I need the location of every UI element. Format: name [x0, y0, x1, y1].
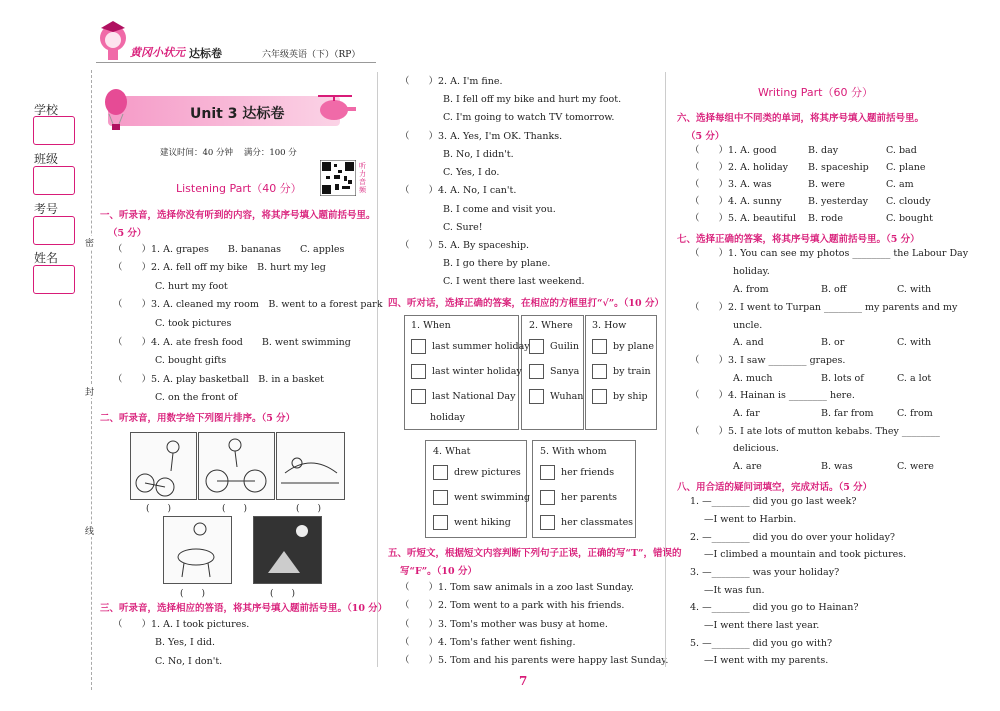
- choice-option[interactable]: [540, 490, 617, 505]
- option-label-cont: holiday: [430, 412, 466, 423]
- picture-paren: ( ): [146, 504, 172, 514]
- checkbox[interactable]: [433, 465, 448, 480]
- question-line: B. I go there by plane.: [443, 258, 551, 269]
- writing-heading: Writing Part（60 分）: [758, 86, 873, 99]
- section-2-title: 二、听录音，用数字给下列图片排序。（5 分）: [100, 413, 296, 424]
- question-line: （ ）1. A. grapes B. bananas C. apples: [113, 244, 345, 255]
- question-line: C. took pictures: [155, 318, 232, 329]
- option-label: her parents: [561, 492, 618, 503]
- option-label: Wuhan: [550, 391, 584, 402]
- option-a: A. far: [733, 408, 760, 419]
- question-line: （ ）2. I went to Turpan ________ my parents and my: [690, 302, 958, 313]
- page-title: Unit 3 达标卷: [190, 106, 285, 122]
- listening-heading: Listening Part（40 分）: [176, 182, 302, 195]
- column-divider: [377, 72, 378, 667]
- time-score: 建议时间：40 分钟 满分：100 分: [160, 148, 297, 158]
- column-divider: [665, 72, 666, 667]
- question-line: （ ）2. A. holiday: [690, 162, 789, 173]
- option-b: B. rode: [808, 213, 843, 224]
- picture-boy-at-beach: [276, 432, 345, 500]
- option-b: B. far from: [821, 408, 874, 419]
- section-7-title: 七、选择正确的答案，将其序号填入题前括号里。（5 分）: [677, 234, 920, 245]
- question-line: （ ）4. A. sunny: [690, 196, 782, 207]
- seal-char: 线: [85, 524, 94, 537]
- dialogue-line: —I went with my parents.: [704, 655, 829, 666]
- question-line: （ ）5. A. beautiful: [690, 213, 796, 224]
- question-line: holiday.: [733, 266, 770, 277]
- section-5-title-cont: 写“F”。（10 分）: [400, 566, 477, 577]
- question-line: C. I went there last weekend.: [443, 276, 585, 287]
- group-heading: 4. What: [433, 446, 471, 457]
- option-b: B. spaceship: [808, 162, 869, 173]
- header-rule: [96, 62, 376, 63]
- question-line: （ ）5. I ate lots of mutton kebabs. They ________: [690, 426, 940, 437]
- choice-option[interactable]: [411, 364, 522, 379]
- option-a: A. from: [733, 284, 769, 295]
- option-b: B. or: [821, 337, 845, 348]
- section-6-title: 六、选择每组中不同类的单词，将其序号填入题前括号里。: [677, 113, 925, 124]
- checkbox[interactable]: [433, 515, 448, 530]
- option-c: C. cloudy: [886, 196, 931, 207]
- name-label: 姓名: [34, 251, 59, 265]
- option-b: B. were: [808, 179, 845, 190]
- series-name: 达标卷: [189, 47, 222, 60]
- option-label: went hiking: [454, 517, 511, 528]
- checkbox[interactable]: [411, 364, 426, 379]
- choice-option[interactable]: [433, 515, 511, 530]
- option-c: C. were: [897, 461, 934, 472]
- option-a: A. are: [733, 461, 762, 472]
- option-label: by ship: [613, 391, 648, 402]
- option-label: her friends: [561, 467, 615, 478]
- question-line: C. I'm going to watch TV tomorrow.: [443, 112, 615, 123]
- option-label: by train: [613, 366, 651, 377]
- question-line: （ ）4. Tom's father went fishing.: [400, 637, 576, 648]
- checkbox[interactable]: [592, 389, 607, 404]
- choice-option[interactable]: [592, 339, 654, 354]
- question-line: （ ）3. A. Yes, I'm OK. Thanks.: [400, 131, 563, 142]
- dialogue-line: —It was fun.: [704, 585, 765, 596]
- question-line: B. I fell off my bike and hurt my foot.: [443, 94, 622, 105]
- question-line: （ ）1. You can see my photos ________ the Labour Day: [690, 248, 969, 259]
- option-label: Guilin: [550, 341, 579, 352]
- question-line: uncle.: [733, 320, 763, 331]
- question-line: （ ）4. A. No, I can't.: [400, 185, 517, 196]
- option-b: B. day: [808, 145, 839, 156]
- picture-paren: ( ): [180, 589, 206, 599]
- dialogue-line: 1. —________ did you go last week?: [690, 496, 857, 507]
- checkbox[interactable]: [433, 490, 448, 505]
- question-line: （ ）1. A. I took pictures.: [113, 619, 250, 630]
- option-c: C. bought: [886, 213, 933, 224]
- balloon-icon: [103, 88, 129, 135]
- question-line: （ ）5. A. play basketball B. in a basket: [113, 374, 324, 385]
- question-line: （ ）1. Tom saw animals in a zoo last Sunday.: [400, 582, 634, 593]
- checkbox[interactable]: [529, 389, 544, 404]
- question-line: （ ）2. A. I'm fine.: [400, 76, 503, 87]
- dialogue-line: 2. —________ did you do over your holiday?: [690, 532, 896, 543]
- header-logo-icon: [96, 18, 130, 62]
- question-line: C. on the front of: [155, 392, 238, 403]
- section-3-title: 三、听录音，选择相应的答语，将其序号填入题前括号里。（10 分）: [100, 603, 388, 614]
- school-field[interactable]: [33, 116, 75, 145]
- exam-no-label: 考号: [34, 202, 59, 216]
- series-logo: 黄冈小状元: [130, 46, 185, 59]
- section-1-title: 一、听录音，选择你没有听到的内容，将其序号填入题前括号里。: [100, 210, 376, 221]
- choice-option[interactable]: [411, 389, 515, 404]
- checkbox[interactable]: [592, 364, 607, 379]
- checkbox[interactable]: [592, 339, 607, 354]
- checkbox[interactable]: [529, 339, 544, 354]
- option-label: last summer holiday: [432, 341, 530, 352]
- qr-note: 听力音频: [359, 162, 366, 194]
- question-line: （ ）3. Tom's mother was busy at home.: [400, 619, 608, 630]
- picture-boy-fell-bike: [130, 432, 197, 500]
- question-line: （ ）4. Hainan is ________ here.: [690, 390, 855, 401]
- question-line: C. hurt my foot: [155, 281, 228, 292]
- dialogue-line: —I went to Harbin.: [704, 514, 797, 525]
- option-c: C. with: [897, 337, 932, 348]
- question-line: （ ）5. Tom and his parents were happy last Sunday.: [400, 655, 669, 666]
- group-heading: 1. When: [411, 320, 451, 331]
- option-b: B. yesterday: [808, 196, 868, 207]
- dialogue-line: 5. —________ did you go with?: [690, 638, 833, 649]
- question-line: （ ）4. A. ate fresh food B. went swimming: [113, 337, 351, 348]
- option-c: C. from: [897, 408, 933, 419]
- group-heading: 5. With whom: [540, 446, 607, 457]
- question-line: B. Yes, I did.: [155, 637, 215, 648]
- picture-boy-riding-horse: [163, 516, 232, 584]
- choice-option[interactable]: [433, 490, 530, 505]
- dialogue-line: —I climbed a mountain and took pictures.: [704, 549, 907, 560]
- option-label: her classmates: [561, 517, 634, 528]
- dialogue-line: —I went there last year.: [704, 620, 820, 631]
- section-6-points: （5 分）: [686, 131, 725, 142]
- checkbox[interactable]: [411, 389, 426, 404]
- choice-option[interactable]: [540, 515, 633, 530]
- option-b: B. was: [821, 461, 853, 472]
- question-line: B. No, I didn't.: [443, 149, 514, 160]
- option-label: drew pictures: [454, 467, 521, 478]
- choice-option[interactable]: [529, 364, 579, 379]
- dialogue-line: 3. —________ was your holiday?: [690, 567, 840, 578]
- option-c: C. am: [886, 179, 914, 190]
- seal-char: 封: [85, 385, 94, 398]
- exam-no-field[interactable]: [33, 216, 75, 245]
- option-c: C. a lot: [897, 373, 932, 384]
- picture-paren: ( ): [222, 504, 248, 514]
- choice-option[interactable]: [411, 339, 530, 354]
- question-line: （ ）2. Tom went to a park with his friends.: [400, 600, 625, 611]
- section-8-title: 八、用合适的疑问词填空，完成对话。（5 分）: [677, 482, 873, 493]
- choice-option[interactable]: [433, 465, 521, 480]
- question-line: C. No, I don't.: [155, 656, 223, 667]
- question-line: （ ）2. A. fell off my bike B. hurt my leg: [113, 262, 326, 273]
- option-c: C. plane: [886, 162, 926, 173]
- class-field[interactable]: [33, 166, 75, 195]
- question-line: （ ）5. A. By spaceship.: [400, 240, 530, 251]
- question-line: （ ）3. A. cleaned my room B. went to a forest park: [113, 299, 383, 310]
- option-label: went swimming: [454, 492, 531, 503]
- checkbox[interactable]: [529, 364, 544, 379]
- question-line: C. Yes, I do.: [443, 167, 500, 178]
- class-label: 班级: [34, 152, 59, 166]
- choice-option[interactable]: [592, 389, 648, 404]
- checkbox[interactable]: [540, 465, 555, 480]
- checkbox[interactable]: [540, 515, 555, 530]
- question-line: （ ）3. I saw ________ grapes.: [690, 355, 846, 366]
- picture-camping-night: [253, 516, 322, 584]
- question-line: （ ）3. A. was: [690, 179, 772, 190]
- option-label: Sanya: [550, 366, 580, 377]
- dialogue-line: 4. —________ did you go to Hainan?: [690, 602, 859, 613]
- helicopter-icon: [312, 92, 358, 131]
- question-line: C. Sure!: [443, 222, 483, 233]
- picture-paren: ( ): [296, 504, 322, 514]
- option-label: last winter holiday: [432, 366, 522, 377]
- section-4-title: 四、听对话，选择正确的答案，在相应的方框里打“√”。（10 分）: [388, 298, 664, 309]
- option-label: by plane: [613, 341, 654, 352]
- grade-label: 六年级英语（下）（RP）: [262, 50, 361, 60]
- option-b: B. lots of: [821, 373, 864, 384]
- question-line: B. I come and visit you.: [443, 204, 556, 215]
- choice-option[interactable]: [540, 465, 614, 480]
- option-c: C. with: [897, 284, 932, 295]
- option-label: last National Day: [432, 391, 516, 402]
- section-5-title: 五、听短文，根据短文内容判断下列句子正误，正确的写“T”，错误的: [388, 548, 682, 559]
- group-heading: 2. Where: [529, 320, 573, 331]
- option-a: A. much: [733, 373, 773, 384]
- name-field[interactable]: [33, 265, 75, 294]
- question-line: C. bought gifts: [155, 355, 227, 366]
- question-line: delicious.: [733, 443, 779, 454]
- choice-option[interactable]: [529, 389, 583, 404]
- qr-code-icon: [320, 160, 356, 196]
- section-1-points: （5 分）: [108, 228, 147, 239]
- option-a: A. and: [733, 337, 764, 348]
- group-heading: 3. How: [592, 320, 627, 331]
- choice-option[interactable]: [529, 339, 579, 354]
- picture-paren: ( ): [270, 589, 296, 599]
- checkbox[interactable]: [411, 339, 426, 354]
- checkbox[interactable]: [540, 490, 555, 505]
- choice-option[interactable]: [592, 364, 651, 379]
- seal-char: 密: [85, 236, 94, 249]
- option-b: B. off: [821, 284, 847, 295]
- school-label: 学校: [34, 103, 59, 117]
- page-number: 7: [519, 674, 528, 688]
- question-line: （ ）1. A. good: [690, 145, 777, 156]
- option-c: C. bad: [886, 145, 917, 156]
- picture-boy-riding-bike: [198, 432, 275, 500]
- binding-line: [91, 70, 92, 690]
